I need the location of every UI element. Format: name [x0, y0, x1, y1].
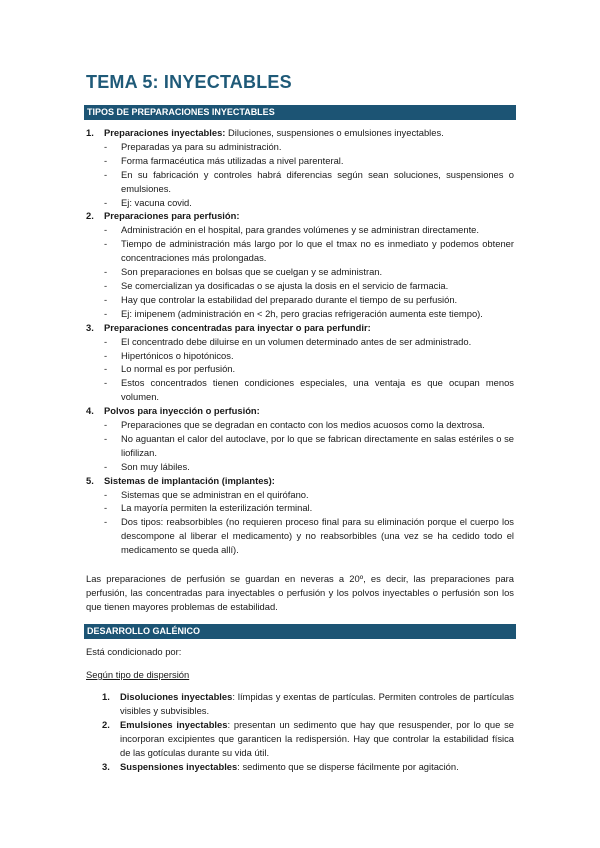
item-heading: Sistemas de implantación (implantes): [104, 474, 275, 486]
list-item [102, 718, 514, 760]
item-heading: Preparaciones inyectables: [104, 127, 226, 138]
list-item [86, 474, 514, 557]
item-heading: Emulsiones inyectables [120, 718, 228, 730]
list-item: - Estos concentrados tienen condiciones especiales, una ventaja es que ocupan menos volumen. [104, 377, 514, 403]
section-header-desarrollo: DESARROLLO GALÉNICO [84, 624, 516, 639]
bullet-list [104, 418, 514, 474]
list-item: - El concentrado debe diluirse en un volumen determinado antes de ser administrado. [104, 335, 472, 347]
list-item: - Sistemas que se administran en el quirófano. [104, 488, 309, 500]
list-item: - Son muy lábiles. [104, 460, 190, 472]
item-heading: Preparaciones concentradas para inyectar o para perfundir: [104, 321, 371, 333]
list-item [86, 209, 514, 320]
list-item: - Son preparaciones en bolsas que se cuelgan y se administran. [104, 266, 383, 278]
list-item: - No aguantan el calor del autoclave, por lo que se fabrican directamente en salas estériles o se liofilizan. [104, 432, 514, 458]
list-item: - Forma farmacéutica más utilizadas a nivel parenteral. [104, 154, 344, 166]
bullet-list [104, 335, 514, 405]
item-heading: Polvos para inyección o perfusión: [104, 405, 260, 417]
list-item [102, 690, 514, 718]
list-item [86, 404, 514, 474]
item-text: : sedimento que se disperse fácilmente por agitación. [237, 760, 459, 772]
list-item: - La mayoría permiten la esterilización terminal. [104, 502, 313, 514]
list-item: - En su fabricación y controles habrá diferencias según sean soluciones, suspensiones o emulsiones. [104, 168, 514, 194]
item-number: 5. [86, 474, 94, 486]
item-number: 3. [86, 321, 94, 333]
list-item [86, 126, 514, 209]
list-item: - Tiempo de administración más largo por lo que el tmax no es inmediato y podemos obtener concentraciones más prolongadas. [104, 238, 514, 264]
item-text: : límpidas y exentas de partículas. Permiten controles de partículas visibles y subvisibles. [120, 691, 514, 716]
intro-text: Está condicionado por: [86, 646, 182, 657]
item-text: : presentan un sedimento que hay que resuspender, por lo que se incorporan excipientes que garanticen la redispersión. Hay que controlar la estabilidad física de las gotículas durante su vida útil. [120, 718, 514, 758]
item-number: 1. [86, 127, 94, 138]
list-item: - Preparadas ya para su administración. [104, 140, 282, 152]
item-number: 1. [102, 691, 110, 702]
page-title: TEMA 5: INYECTABLES [86, 72, 292, 92]
section-header-tipos: TIPOS DE PREPARACIONES INYECTABLES [84, 105, 516, 120]
list-item: - Hipertónicos o hipotónicos. [104, 349, 234, 361]
list-item: - Se comercializan ya dosificadas o se ajusta la dosis en el servicio de farmacia. [104, 279, 449, 291]
bullet-list [104, 488, 514, 558]
bullet-list [104, 223, 514, 320]
item-text: Diluciones, suspensiones o emulsiones inyectables. [225, 127, 444, 138]
item-heading: Suspensiones inyectables [120, 760, 238, 772]
item-number: 2. [86, 210, 94, 222]
subsection-title: Según tipo de dispersión [86, 669, 190, 680]
list-item: - Preparaciones que se degradan en contacto con los medios acuosos como la dextrosa. [104, 419, 485, 431]
dispersion-types-content [102, 690, 514, 773]
dispersion-types-list [102, 690, 514, 773]
list-item: - Administración en el hospital, para grandes volúmenes y se administran directamente. [104, 224, 479, 236]
preparation-types-list [86, 126, 514, 557]
bullet-list [104, 140, 514, 210]
list-item: - Hay que controlar la estabilidad del preparado durante el tiempo de su perfusión. [104, 293, 458, 305]
list-item: - Lo normal es por perfusión. [104, 363, 236, 375]
item-heading: Disoluciones inyectables [120, 691, 233, 702]
section-tipos-content [86, 126, 514, 557]
list-item [102, 760, 514, 774]
list-item: - Ej: imipenem (administración en < 2h, pero gracias refrigeración aumenta este tiempo). [104, 307, 483, 319]
list-item [86, 321, 514, 404]
list-item: - Dos tipos: reabsorbibles (no requieren proceso final para su eliminación porque el cuerpo los descompone al liberar el medicamento) y no reabsorbibles (una vez se ha cedido todo el medicamento se queda allí). [104, 516, 514, 556]
list-item: - Ej: vacuna covid. [104, 196, 192, 208]
item-number: 3. [102, 760, 110, 772]
stability-paragraph: Las preparaciones de perfusión se guardan en neveras a 20º, es decir, las preparaciones para perfusión, las concentradas para inyectables o perfusión y los polvos inyectables o perfusión son los que tienen mayores problemas de estabilidad. [86, 573, 514, 612]
item-number: 4. [86, 405, 94, 417]
item-number: 2. [102, 718, 110, 730]
item-heading: Preparaciones para perfusión: [104, 210, 240, 222]
